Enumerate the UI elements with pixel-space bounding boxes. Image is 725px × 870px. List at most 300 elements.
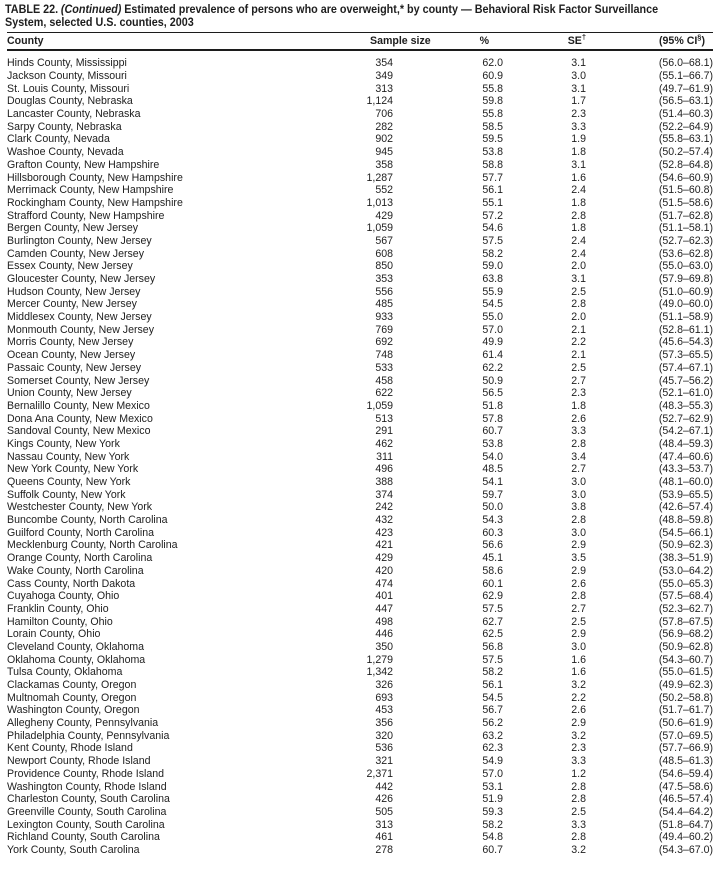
table-row [7,514,713,527]
table-title-text: Estimated prevalence of persons who are overweight,* by county — Behavioral Risk Factor Surveillance [124,3,659,16]
county-cell: Cass County, North Dakota [7,577,136,590]
sample-size-cell: 356 [375,717,393,730]
county-cell: Ocean County, New Jersey [7,349,136,362]
percent-cell: 57.8 [482,412,503,425]
county-cell: Nassau County, New York [7,450,130,463]
sample-size-cell: 442 [375,780,393,793]
sample-size-cell: 692 [375,336,393,349]
percent-cell: 58.5 [482,120,503,133]
table-row [7,146,713,159]
percent-cell: 51.9 [482,793,503,806]
percent-cell: 57.2 [482,209,503,222]
table-row [7,336,713,349]
se-cell: 3.2 [571,843,586,856]
ci-cell: (57.3–65.5) [658,349,713,362]
county-cell: Greenville County, South Carolina [7,805,167,818]
ci-cell: (53.9–65.5) [658,488,713,501]
table-row [7,133,713,146]
table-row [7,82,713,95]
county-cell: Mercer County, New Jersey [7,298,137,311]
county-cell: Tulsa County, Oklahoma [7,666,123,679]
table-row [7,717,713,730]
sample-size-cell: 552 [375,184,393,197]
county-cell: Hinds County, Mississippi [7,57,127,70]
county-cell: Gloucester County, New Jersey [7,273,156,286]
sample-size-cell: 748 [375,349,393,362]
table-row [7,565,713,578]
se-cell: 2.7 [571,374,586,387]
county-cell: Sarpy County, Nebraska [7,120,122,133]
table-row [7,197,713,210]
percent-cell: 53.8 [482,437,503,450]
header-percent: % [393,33,503,51]
ci-cell: (57.4–67.1) [658,361,713,374]
county-cell: Queens County, New York [7,476,131,489]
ci-cell: (50.9–62.8) [658,640,713,653]
percent-cell: 55.9 [482,285,503,298]
county-cell: Allegheny County, Pennsylvania [7,717,159,730]
sample-size-cell: 278 [375,843,393,856]
sample-size-cell: 358 [375,158,393,171]
se-cell: 2.8 [571,793,586,806]
se-cell: 2.0 [571,311,586,324]
percent-cell: 57.5 [482,602,503,615]
sample-size-cell: 496 [375,463,393,476]
sample-size-cell: 1,059 [366,399,393,412]
table-row [7,666,713,679]
se-cell: 3.2 [571,679,586,692]
percent-cell: 58.2 [482,818,503,831]
ci-cell: (52.1–61.0) [658,387,713,400]
table-row [7,235,713,248]
county-cell: Washoe County, Nevada [7,146,124,159]
table-row [7,95,713,108]
county-cell: Lexington County, South Carolina [7,818,165,831]
sample-size-cell: 536 [375,742,393,755]
se-cell: 2.1 [571,323,586,336]
sample-size-cell: 350 [375,640,393,653]
table-row [7,247,713,260]
table-row [7,780,713,793]
sample-size-cell: 461 [375,831,393,844]
table-row [7,438,713,451]
ci-cell: (56.0–68.1) [658,57,713,70]
ci-cell: (52.8–61.1) [658,323,713,336]
se-cell: 3.0 [571,526,586,539]
table-row [7,590,713,603]
percent-cell: 62.5 [482,628,503,641]
percent-cell: 62.3 [482,742,503,755]
ci-cell: (55.8–63.1) [658,133,713,146]
table-continued-note: (Continued) [60,3,122,16]
ci-cell: (54.2–67.1) [658,425,713,438]
header-row [7,33,713,51]
county-cell: Sandoval County, New Mexico [7,425,151,438]
se-cell: 2.6 [571,704,586,717]
se-cell: 2.5 [571,805,586,818]
se-cell: 3.3 [571,755,586,768]
table-number-label: TABLE 22. [5,3,59,16]
county-cell: Washington County, Oregon [7,704,140,717]
table-row [7,273,713,286]
county-cell: Orange County, North Carolina [7,552,153,565]
percent-cell: 55.8 [482,108,503,121]
sample-size-cell: 326 [375,679,393,692]
percent-cell: 61.4 [482,349,503,362]
sample-size-cell: 498 [375,615,393,628]
table-row [7,120,713,133]
section-footnote-marker: § [697,32,702,42]
se-cell: 3.1 [571,158,586,171]
sample-size-cell: 446 [375,628,393,641]
table-row [7,729,713,742]
ci-cell: (50.6–61.9) [658,717,713,730]
ci-cell: (51.4–60.3) [658,108,713,121]
ci-cell: (51.0–60.9) [658,285,713,298]
se-cell: 2.8 [571,831,586,844]
table-row [7,285,713,298]
table-row [7,755,713,768]
table-row [7,615,713,628]
table-row [7,628,713,641]
table-row [7,679,713,692]
county-cell: New York County, New York [7,463,139,476]
sample-size-cell: 1,124 [366,95,393,108]
table-row [7,768,713,781]
county-cell: Grafton County, New Hampshire [7,158,160,171]
percent-cell: 60.7 [482,843,503,856]
se-cell: 2.9 [571,717,586,730]
percent-cell: 57.0 [482,323,503,336]
percent-cell: 60.7 [482,425,503,438]
header-se: SE† [503,33,586,51]
table-row [7,603,713,616]
county-cell: Merrimack County, New Hampshire [7,184,174,197]
ci-cell: (49.7–61.9) [658,82,713,95]
county-cell: Multnomah County, Oregon [7,691,137,704]
se-cell: 3.0 [571,476,586,489]
ci-cell: (54.3–60.7) [658,653,713,666]
ci-cell: (51.1–58.9) [658,311,713,324]
percent-cell: 63.2 [482,729,503,742]
table-row [7,526,713,539]
se-cell: 2.1 [571,349,586,362]
county-cell: Hudson County, New Jersey [7,285,141,298]
percent-cell: 56.5 [482,387,503,400]
se-cell: 3.1 [571,82,586,95]
county-cell: Essex County, New Jersey [7,260,133,273]
ci-cell: (52.3–62.7) [658,602,713,615]
ci-cell: (49.4–60.2) [658,831,713,844]
percent-cell: 62.0 [482,57,503,70]
se-cell: 2.8 [571,514,586,527]
se-cell: 1.2 [571,767,586,780]
percent-cell: 54.1 [482,476,503,489]
se-cell: 2.5 [571,361,586,374]
county-cell: Lorain County, Ohio [7,628,101,641]
county-cell: Providence County, Rhode Island [7,767,165,780]
ci-cell: (54.6–59.4) [658,767,713,780]
ci-cell: (52.7–62.3) [658,234,713,247]
county-cell: Wake County, North Carolina [7,564,144,577]
se-cell: 1.8 [571,222,586,235]
county-cell: Kings County, New York [7,437,120,450]
se-cell: 2.5 [571,285,586,298]
se-cell: 2.6 [571,412,586,425]
sample-size-cell: 567 [375,234,393,247]
ci-cell: (54.5–66.1) [658,526,713,539]
percent-cell: 58.8 [482,158,503,171]
percent-cell: 48.5 [482,463,503,476]
sample-size-cell: 513 [375,412,393,425]
sample-size-cell: 608 [375,247,393,260]
se-cell: 2.8 [571,780,586,793]
county-cell: Buncombe County, North Carolina [7,514,168,527]
ci-cell: (54.3–67.0) [658,843,713,856]
percent-cell: 54.0 [482,450,503,463]
table-row [7,298,713,311]
sample-size-cell: 313 [375,818,393,831]
ci-cell: (55.0–63.0) [658,260,713,273]
sample-size-cell: 2,371 [366,767,393,780]
ci-cell: (55.0–65.3) [658,577,713,590]
percent-cell: 55.0 [482,311,503,324]
county-cell: Westchester County, New York [7,501,153,514]
table-row [7,831,713,844]
ci-cell: (51.5–58.6) [658,196,713,209]
table-row [7,641,713,654]
header-county: County [7,33,343,51]
ci-cell: (54.6–60.9) [658,171,713,184]
sample-size-cell: 311 [376,450,393,463]
ci-cell: (52.7–62.9) [658,412,713,425]
sample-size-cell: 945 [375,146,393,159]
table-row [7,171,713,184]
percent-cell: 60.9 [482,70,503,83]
se-cell: 2.4 [571,234,586,247]
se-cell: 1.8 [571,196,586,209]
se-cell: 3.4 [571,450,586,463]
ci-cell: (54.4–64.2) [658,805,713,818]
sample-size-cell: 1,279 [366,653,393,666]
se-cell: 3.0 [571,70,586,83]
dagger-footnote-marker: † [581,32,586,42]
se-cell: 2.4 [571,247,586,260]
county-cell: Passaic County, New Jersey [7,361,142,374]
sample-size-cell: 453 [375,704,393,717]
county-cell: Suffolk County, New York [7,488,126,501]
se-cell: 2.2 [571,691,586,704]
percent-cell: 56.7 [482,704,503,717]
se-cell: 1.7 [571,95,586,108]
se-cell: 1.6 [571,171,586,184]
se-cell: 2.8 [571,298,586,311]
percent-cell: 57.5 [482,234,503,247]
table-row [7,108,713,121]
sample-size-cell: 321 [375,755,393,768]
se-cell: 2.9 [571,564,586,577]
county-cell: Cuyahoga County, Ohio [7,590,120,603]
table-title [0,0,725,29]
county-cell: Richland County, South Carolina [7,831,160,844]
ci-cell: (49.9–62.3) [658,679,713,692]
table-row [7,362,713,375]
ci-cell: (56.9–68.2) [658,628,713,641]
ci-cell: (49.0–60.0) [658,298,713,311]
percent-cell: 62.9 [482,590,503,603]
percent-cell: 63.8 [482,273,503,286]
sample-size-cell: 291 [375,425,393,438]
se-cell: 2.5 [571,615,586,628]
sample-size-cell: 282 [375,120,393,133]
se-cell: 2.7 [571,602,586,615]
se-cell: 1.8 [571,146,586,159]
county-cell: Middlesex County, New Jersey [7,311,152,324]
ci-cell: (50.9–62.3) [658,539,713,552]
county-cell: Strafford County, New Hampshire [7,209,165,222]
ci-cell: (48.5–61.3) [658,755,713,768]
sample-size-cell: 533 [375,361,393,374]
county-cell: Franklin County, Ohio [7,602,109,615]
se-cell: 3.0 [571,640,586,653]
ci-cell: (38.3–51.9) [658,552,713,565]
ci-cell: (47.5–58.6) [658,780,713,793]
se-cell: 2.2 [571,336,586,349]
ci-cell: (57.8–67.5) [658,615,713,628]
sample-size-cell: 902 [375,133,393,146]
table-row [7,222,713,235]
sample-size-cell: 374 [375,488,393,501]
percent-cell: 56.1 [482,184,503,197]
se-cell: 3.3 [571,120,586,133]
ci-cell: (57.9–69.8) [658,273,713,286]
table-row [7,488,713,501]
se-cell: 2.8 [571,209,586,222]
percent-cell: 54.5 [482,298,503,311]
se-cell: 3.1 [571,57,586,70]
sample-size-cell: 429 [375,209,393,222]
county-cell: Kent County, Rhode Island [7,742,133,755]
se-cell: 3.0 [571,488,586,501]
table-row [7,349,713,362]
sample-size-cell: 458 [375,374,393,387]
sample-size-cell: 353 [375,273,393,286]
table-row [7,70,713,83]
se-cell: 3.1 [571,273,586,286]
ci-cell: (52.2–64.9) [658,120,713,133]
sample-size-cell: 485 [375,298,393,311]
se-cell: 1.6 [571,666,586,679]
table-row [7,577,713,590]
ci-cell: (51.8–64.7) [658,818,713,831]
sample-size-cell: 420 [375,564,393,577]
table-row [7,184,713,197]
table-row [7,387,713,400]
county-cell: Charleston County, South Carolina [7,793,170,806]
ci-cell: (47.4–60.6) [658,450,713,463]
percent-cell: 53.8 [482,146,503,159]
table-row [7,463,713,476]
percent-cell: 62.2 [482,361,503,374]
county-cell: Guilford County, North Carolina [7,526,155,539]
se-cell: 1.8 [571,399,586,412]
sample-size-cell: 447 [375,602,393,615]
ci-cell: (51.7–62.8) [658,209,713,222]
county-cell: Hamilton County, Ohio [7,615,113,628]
sample-size-cell: 933 [375,311,393,324]
header-sample-size: Sample size [343,33,393,51]
percent-cell: 53.1 [482,780,503,793]
ci-cell: (43.3–53.7) [658,463,713,476]
sample-size-cell: 349 [375,70,393,83]
ci-cell: (56.5–63.1) [658,95,713,108]
percent-cell: 58.2 [482,666,503,679]
table-row [7,806,713,819]
sample-size-cell: 426 [375,793,393,806]
sample-size-cell: 388 [375,476,393,489]
table-row [7,704,713,717]
county-cell: Oklahoma County, Oklahoma [7,653,146,666]
percent-cell: 59.8 [482,95,503,108]
table-row [7,374,713,387]
county-cell: Lancaster County, Nebraska [7,108,141,121]
se-cell: 2.9 [571,628,586,641]
table-row [7,400,713,413]
table-row [7,539,713,552]
table-row [7,50,713,70]
ci-cell: (50.2–57.4) [658,146,713,159]
county-cell: Bergen County, New Jersey [7,222,139,235]
ci-cell: (48.1–60.0) [658,476,713,489]
table-row [7,501,713,514]
se-cell: 2.3 [571,742,586,755]
table-row [7,412,713,425]
se-cell: 2.0 [571,260,586,273]
table-row [7,209,713,222]
ci-cell: (57.7–66.9) [658,742,713,755]
sample-size-cell: 706 [375,108,393,121]
percent-cell: 51.8 [482,399,503,412]
percent-cell: 59.5 [482,133,503,146]
percent-cell: 57.7 [482,171,503,184]
sample-size-cell: 769 [375,323,393,336]
county-cell: Somerset County, New Jersey [7,374,150,387]
sample-size-cell: 1,342 [366,666,393,679]
ci-cell: (53.6–62.8) [658,247,713,260]
county-cell: Jackson County, Missouri [7,70,127,83]
county-cell: Douglas County, Nebraska [7,95,133,108]
table-row [7,311,713,324]
sample-size-cell: 1,287 [366,171,393,184]
percent-cell: 56.8 [482,640,503,653]
percent-cell: 56.2 [482,717,503,730]
ci-cell: (42.6–57.4) [658,501,713,514]
ci-cell: (48.8–59.8) [658,514,713,527]
percent-cell: 60.3 [482,526,503,539]
county-cell: York County, South Carolina [7,843,140,856]
sample-size-cell: 1,059 [366,222,393,235]
table-title-line2: System, selected U.S. counties, 2003 [5,16,194,29]
percent-cell: 59.0 [482,260,503,273]
county-cell: Camden County, New Jersey [7,247,144,260]
county-cell: Clackamas County, Oregon [7,679,137,692]
table-row [7,159,713,172]
se-cell: 2.3 [571,387,586,400]
table-row [7,818,713,831]
table-row [7,653,713,666]
table-header [7,33,713,51]
ci-cell: (46.5–57.4) [658,793,713,806]
